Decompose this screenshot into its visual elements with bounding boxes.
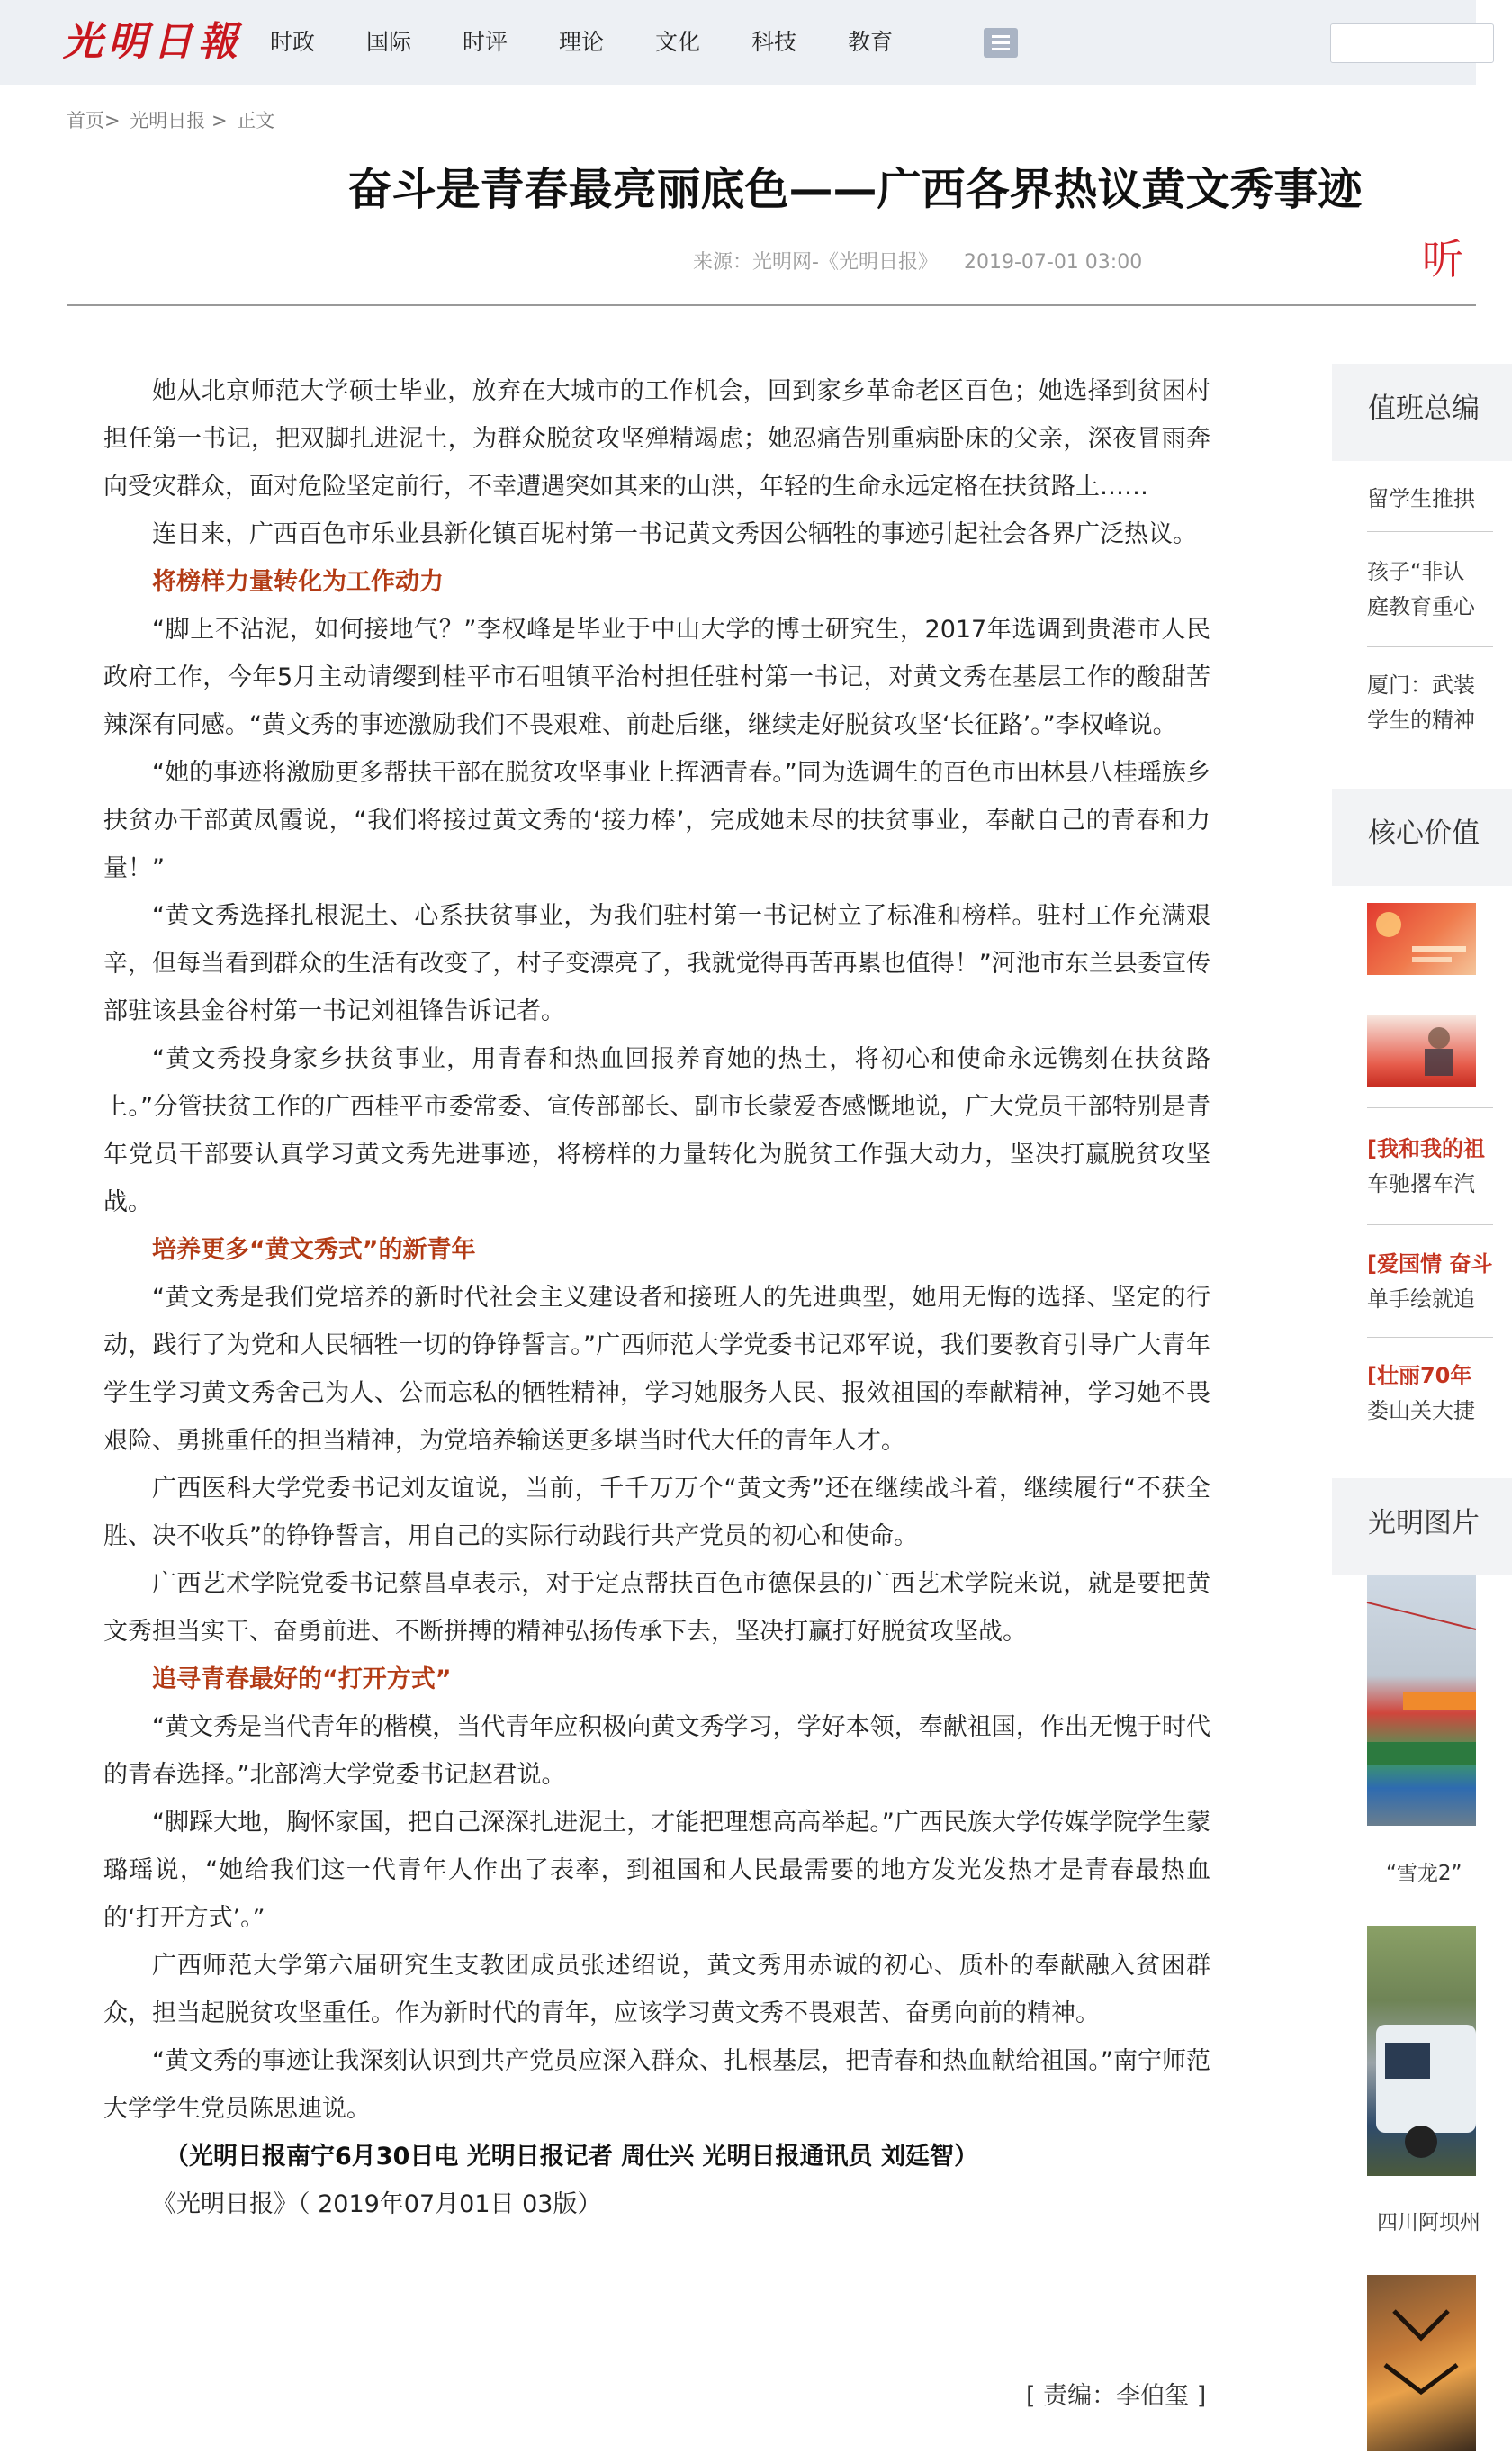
paragraph: 她从北京师范大学硕士毕业，放弃在大城市的工作机会，回到家乡革命老区百色；她选择到贫困村担任第一书记，把双脚扎进泥土，为群众脱贫攻坚殚精竭虑；她忍痛告别重病卧床的父亲，深夜冒雨奔向受灾群众，面对危险坚定前行，不幸遭遇突如其来的山洪，年轻的生命永远定格在扶贫路上……	[104, 377, 1210, 501]
sidebar-duty-link[interactable]: 孩子“非认	[1367, 559, 1465, 584]
photo-decoration	[1367, 1575, 1476, 1826]
sidebar-core-item[interactable]	[1367, 1247, 1493, 1317]
menu-line	[992, 35, 1010, 38]
article-title: 奋斗是青春最亮丽底色——广西各界热议黄文秀事迹	[347, 164, 1363, 215]
breadcrumb	[67, 106, 278, 133]
sidebar-divider	[1367, 1337, 1493, 1338]
breadcrumb-current: 正文	[237, 110, 275, 131]
photo-image[interactable]	[1367, 1575, 1476, 1826]
sidebar-photo-header	[1332, 1478, 1512, 1575]
sidebar-duty-link[interactable]: 厦门：武装	[1367, 672, 1475, 698]
core-thumbnail-image[interactable]	[1367, 1015, 1476, 1087]
sidebar-duty-link[interactable]: 留学生推拱	[1367, 486, 1475, 511]
sidebar-core-tag[interactable]: [爱国情 奋斗	[1367, 1251, 1493, 1277]
nav-item-commentary[interactable]: 时评	[463, 29, 508, 55]
sidebar-divider	[1367, 1224, 1493, 1225]
photo-decoration	[1367, 2275, 1476, 2451]
section-heading: 将榜样力量转化为工作动力	[152, 568, 444, 596]
photo-caption[interactable]: 四川阿坝州	[1377, 2211, 1480, 2234]
header-divider	[67, 304, 1476, 306]
sidebar-core-link[interactable]: 娄山关大捷	[1367, 1398, 1475, 1423]
menu-line	[992, 48, 1010, 50]
core-thumbnail-image[interactable]	[1367, 903, 1476, 975]
paragraph: 广西师范大学第六届研究生支教团成员张述绍说，黄文秀用赤诚的初心、质朴的奉献融入贫困群众，担当起脱贫攻坚重任。作为新时代的青年，应该学习黄文秀不畏艰苦、奋勇向前的精神。	[104, 1952, 1210, 2027]
nav-item-technology[interactable]: 科技	[752, 29, 797, 55]
sidebar-core-link[interactable]: 单手绘就追	[1367, 1286, 1475, 1312]
thumbnail-decoration	[1367, 1015, 1476, 1087]
sidebar-core-item[interactable]	[1367, 1132, 1493, 1202]
sidebar-core-title: 核心价值	[1368, 817, 1480, 850]
sidebar-divider	[1367, 531, 1493, 532]
article-meta	[693, 247, 1162, 275]
sidebar-core-header	[1332, 789, 1512, 886]
paragraph: “黄文秀的事迹让我深刻认识到共产党员应深入群众、扎根基层，把青春和热血献给祖国。”南宁师范大学学生党员陈思迪说。	[104, 2047, 1210, 2123]
paragraph: “黄文秀选择扎根泥土、心系扶贫事业，为我们驻村第一书记树立了标准和榜样。驻村工作充满艰辛，但每当看到群众的生活有改变了，村子变漂亮了，我就觉得再苦再累也值得！”河池市东兰县委宣传部驻该县金谷村第一书记刘祖锋告诉记者。	[104, 902, 1210, 1025]
article-datetime: 2019-07-01 03:00	[963, 251, 1143, 274]
sidebar-duty-item[interactable]	[1367, 668, 1493, 738]
photo-image[interactable]	[1367, 2275, 1476, 2451]
nav-item-international[interactable]: 国际	[366, 29, 412, 55]
sidebar-core-link[interactable]: 车驰撂车汽	[1367, 1171, 1475, 1196]
paragraph: “她的事迹将激励更多帮扶干部在脱贫攻坚事业上挥洒青春。”同为选调生的百色市田林县八桂瑶族乡扶贫办干部黄凤霞说，“我们将接过黄文秀的‘接力棒’，完成她未尽的扶贫事业，奉献自己的青春和力量！”	[104, 759, 1210, 882]
main-nav	[270, 0, 944, 85]
breadcrumb-section[interactable]: 光明日报 >	[130, 110, 228, 131]
photo-decoration	[1367, 1926, 1476, 2176]
sidebar-core-item[interactable]	[1367, 1358, 1493, 1429]
paragraph: “脚上不沾泥，如何接地气？”李权峰是毕业于中山大学的博士研究生，2017年选调到贵港市人民政府工作，今年5月主动请缨到桂平市石咀镇平治村担任驻村第一书记，对黄文秀在基层工作的酸甜苦辣深有同感。“黄文秀的事迹激励我们不畏艰难、前赴后继，继续走好脱贫攻坚‘长征路’。”李权峰说。	[104, 616, 1210, 739]
thumbnail-decoration	[1367, 903, 1476, 975]
sidebar-duty-link-line2[interactable]: 学生的精神	[1367, 708, 1475, 733]
listen-audio-button[interactable]: 听	[1422, 235, 1463, 284]
nav-item-theory[interactable]: 理论	[559, 29, 605, 55]
paragraph: 广西医科大学党委书记刘友谊说，当前，千千万万个“黄文秀”还在继续战斗着，继续履行“不获全胜、决不收兵”的铮铮誓言，用自己的实际行动践行共产党员的初心和使命。	[104, 1475, 1210, 1550]
sidebar-duty-header	[1332, 364, 1512, 461]
sidebar-core-tag[interactable]: [壮丽70年	[1367, 1363, 1472, 1388]
section-heading: 追寻青春最好的“打开方式”	[152, 1665, 452, 1693]
sidebar-duty-title: 值班总编	[1368, 393, 1480, 425]
paragraph: “黄文秀是我们党培养的新时代社会主义建设者和接班人的先进典型，她用无悔的选择、坚定的行动，践行了为党和人民牺牲一切的铮铮誓言。”广西师范大学党委书记邓军说，我们要教育引导广大青年学生学习黄文秀舍己为人、公而忘私的牺牲精神，学习她服务人民、报效祖国的奉献精神，学习她不畏艰险、勇挑重任的担当精神，为党培养输送更多堪当时代大任的青年人才。	[104, 1284, 1210, 1455]
print-source-line: 《光明日报》（ 2019年07月01日 03版）	[152, 2190, 602, 2218]
site-logo[interactable]	[63, 14, 243, 70]
sidebar-duty-list	[1367, 482, 1493, 517]
nav-item-politics[interactable]: 时政	[270, 29, 316, 55]
article-body	[104, 367, 1210, 2228]
sidebar-core-tag[interactable]: [我和我的祖	[1367, 1136, 1485, 1161]
paragraph: “黄文秀是当代青年的楷模，当代青年应积极向黄文秀学习，学好本领，奉献祖国，作出无愧于时代的青春选择。”北部湾大学党委书记赵君说。	[104, 1713, 1210, 1789]
section-heading: 培养更多“黄文秀式”的新青年	[152, 1236, 476, 1264]
sidebar-duty-link-line2[interactable]: 庭教育重心	[1367, 594, 1475, 619]
article-byline: （光明日报南宁6月30日电 光明日报记者 周仕兴 光明日报通讯员 刘廷智）	[165, 2143, 978, 2171]
paragraph: “脚踩大地，胸怀家国，把自己深深扎进泥土，才能把理想高高举起。”广西民族大学传媒学院学生蒙璐瑶说，“她给我们这一代青年人作出了表率，到祖国和人民最需要的地方发光发热才是青春最热血的‘打开方式’。”	[104, 1809, 1210, 1932]
sidebar-divider	[1367, 646, 1493, 647]
sidebar-photo-title: 光明图片	[1368, 1507, 1480, 1539]
nav-item-education[interactable]: 教育	[848, 29, 894, 55]
top-navigation-bar	[0, 0, 1476, 85]
menu-list-icon[interactable]	[984, 28, 1018, 58]
sidebar-duty-item[interactable]	[1367, 555, 1493, 625]
search-input[interactable]	[1330, 23, 1494, 63]
menu-line	[992, 41, 1010, 44]
paragraph: 连日来，广西百色市乐业县新化镇百坭村第一书记黄文秀因公牺牲的事迹引起社会各界广泛热议。	[152, 520, 1197, 548]
paragraph: 广西艺术学院党委书记蔡昌卓表示，对于定点帮扶百色市德保县的广西艺术学院来说，就是要把黄文秀担当实干、奋勇前进、不断拼搏的精神弘扬传承下去，坚决打赢打好脱贫攻坚战。	[104, 1570, 1210, 1646]
logo-text: 光明日報	[63, 19, 243, 65]
editor-credit: [ 责编：李伯玺 ]	[1026, 2382, 1207, 2410]
article-source: 来源：光明网-《光明日报》	[693, 251, 938, 274]
nav-item-culture[interactable]: 文化	[655, 29, 701, 55]
photo-caption[interactable]: “雪龙2”	[1386, 1862, 1462, 1885]
breadcrumb-home[interactable]: 首页>	[67, 110, 121, 131]
photo-image[interactable]	[1367, 1926, 1476, 2176]
paragraph: “黄文秀投身家乡扶贫事业，用青春和热血回报养育她的热土，将初心和使命永远镌刻在扶贫路上。”分管扶贫工作的广西桂平市委常委、宣传部部长、副市长蒙爱杏感慨地说，广大党员干部特别是青年党员干部要认真学习黄文秀先进事迹，将榜样的力量转化为脱贫工作强大动力，坚决打赢脱贫攻坚战。	[104, 1045, 1210, 1216]
sidebar-divider	[1367, 1107, 1493, 1108]
